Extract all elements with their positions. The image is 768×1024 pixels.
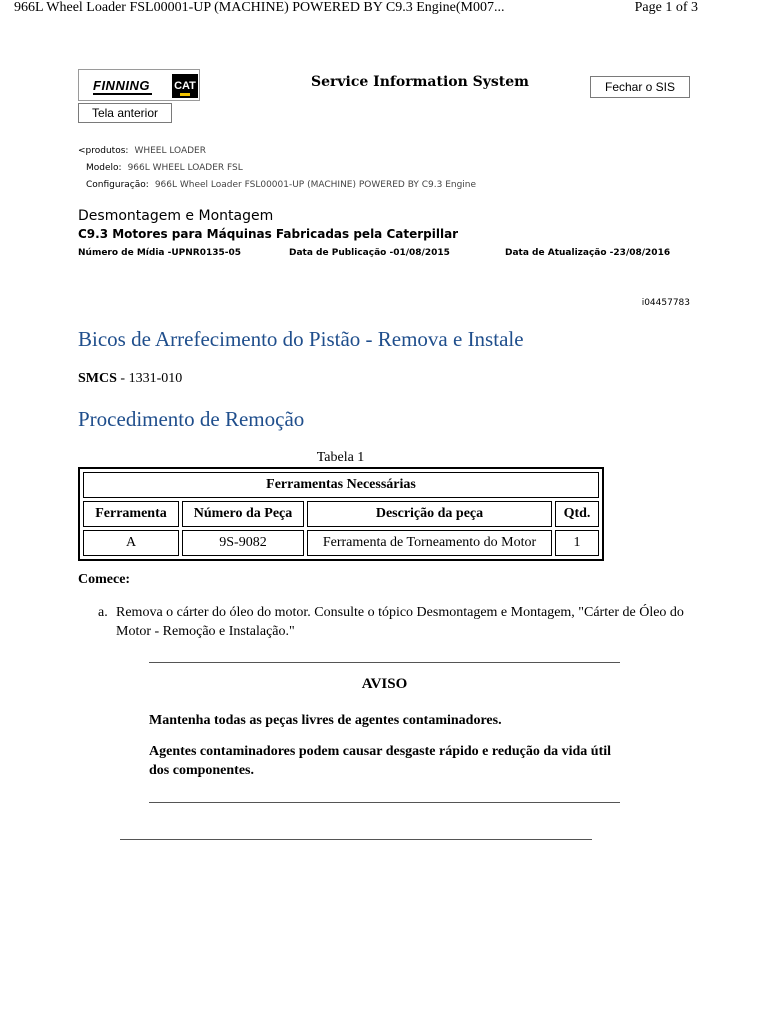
- breadcrumb: [78, 145, 476, 196]
- notice-title: AVISO: [361, 676, 408, 692]
- close-sis-button[interactable]: Fechar o SIS: [590, 76, 690, 98]
- column-header: Qtd.: [555, 501, 599, 527]
- smcs-code: [78, 371, 182, 387]
- table-title: Ferramentas Necessárias: [83, 472, 599, 498]
- update-date: Data de Atualização -23/08/2016: [505, 248, 671, 258]
- main-heading: Bicos de Arrefecimento do Pistão - Remova e Instale: [78, 327, 524, 351]
- smcs-label: SMCS: [78, 371, 117, 386]
- document-title: Desmontagem e Montagem: [78, 208, 274, 224]
- step-marker: a.: [98, 605, 108, 620]
- cat-logo-icon: CAT: [172, 74, 198, 98]
- media-number: Número de Mídia -UPNR0135-05: [78, 248, 242, 258]
- breadcrumb-label: Configuração:: [86, 180, 149, 190]
- divider: [149, 662, 620, 663]
- table-caption: Tabela 1: [316, 450, 365, 465]
- table-cell: 9S-9082: [182, 530, 304, 556]
- breadcrumb-configuration[interactable]: [78, 179, 476, 196]
- notice-paragraph: Mantenha todas as peças livres de agentes contaminadores.: [149, 713, 502, 728]
- table-cell: 1: [555, 530, 599, 556]
- finning-logo-text: FINNING: [93, 78, 150, 93]
- table-header-row: [83, 501, 599, 527]
- page-number: Page 1 of 3: [634, 0, 698, 15]
- document-id: i04457783: [641, 298, 690, 308]
- breadcrumb-value[interactable]: 966L Wheel Loader FSL00001-UP (MACHINE) POWERED BY C9.3 Engine: [154, 180, 477, 190]
- divider: [149, 802, 620, 803]
- divider: [120, 839, 592, 840]
- table-cell: Ferramenta de Torneamento do Motor: [307, 530, 552, 556]
- column-header: Número da Peça: [182, 501, 304, 527]
- procedure-heading: Procedimento de Remoção: [78, 407, 305, 431]
- breadcrumb-label: Modelo:: [86, 163, 122, 173]
- column-header: Descrição da peça: [307, 501, 552, 527]
- column-header: Ferramenta: [83, 501, 179, 527]
- notice-paragraph: Agentes contaminadores podem causar desgaste rápido e redução da vida útil dos componentes.: [149, 744, 612, 778]
- breadcrumb-value[interactable]: WHEEL LOADER: [134, 146, 206, 156]
- table-title-row: [83, 472, 599, 498]
- table-row: [83, 530, 599, 556]
- required-tools-table: [78, 467, 604, 561]
- table-cell: A: [83, 530, 179, 556]
- previous-screen-button[interactable]: Tela anterior: [78, 103, 172, 123]
- breadcrumb-value[interactable]: 966L WHEEL LOADER FSL: [127, 163, 243, 173]
- step-text: Remova o cárter do óleo do motor. Consulte o tópico Desmontagem e Montagem, "Cárter de Óleo do Motor - Remoção e Instalação.": [116, 605, 684, 639]
- document-subtitle: C9.3 Motores para Máquinas Fabricadas pela Caterpillar: [78, 227, 459, 241]
- breadcrumb-model[interactable]: [78, 162, 476, 179]
- breadcrumb-label: <produtos:: [78, 146, 129, 156]
- page-header-title: 966L Wheel Loader FSL00001-UP (MACHINE) POWERED BY C9.3 Engine(M007...: [14, 0, 505, 15]
- list-item: [98, 603, 688, 641]
- breadcrumb-products[interactable]: [78, 145, 476, 162]
- smcs-value: - 1331-010: [116, 371, 183, 386]
- publication-date: Data de Publicação -01/08/2015: [289, 248, 450, 258]
- sis-title: Service Information System: [311, 74, 529, 90]
- start-label: Comece:: [78, 572, 131, 587]
- finning-cat-logo: [78, 69, 200, 101]
